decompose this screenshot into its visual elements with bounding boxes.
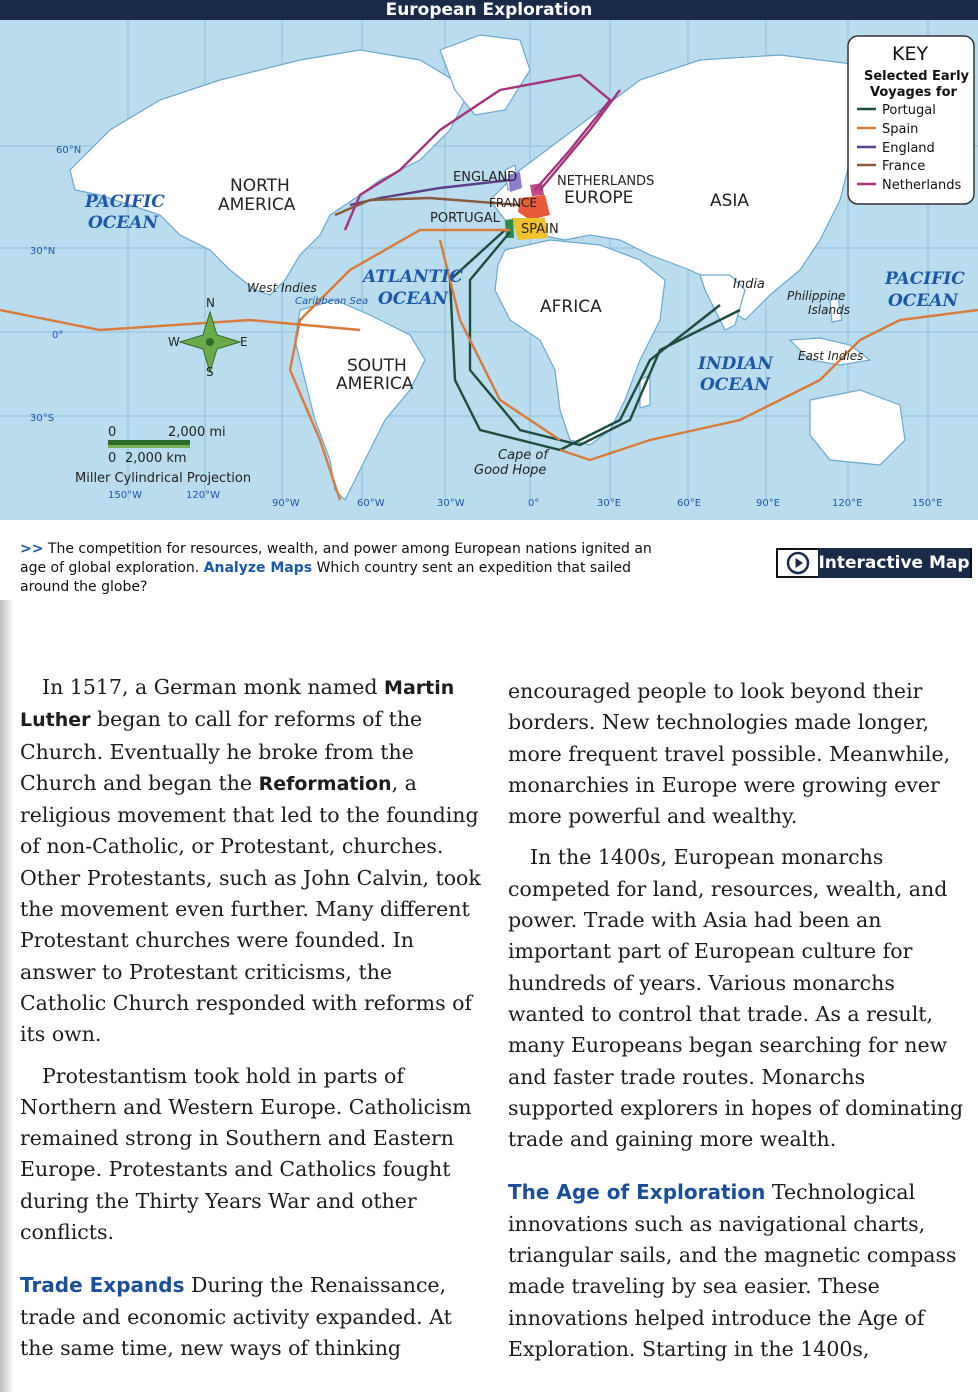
label-cape-1: Cape of [498, 448, 548, 463]
analyze-maps-label: Analyze Maps [203, 560, 313, 576]
key-item-england: England [882, 141, 935, 156]
key-item-spain: Spain [882, 122, 919, 137]
lon-90w: 90°W [272, 498, 300, 509]
right-paragraph-3: The Age of Exploration Technological innovations such as navigational charts, triangular sails, and the magnetic compass made traveling by sea easier. These innovations helped introduce the Age of Exploration. Starting in the 1400s, [508, 1180, 957, 1361]
term-martin-luther: Martin Luther [20, 677, 455, 732]
label-atlantic-1: ATLANTIC [363, 267, 463, 287]
key-item-portugal: Portugal [882, 103, 936, 118]
label-england: ENGLAND [453, 170, 518, 185]
lon-60e: 60°E [677, 498, 702, 509]
label-philippine-1: Philippine [787, 289, 846, 303]
lon-120w: 120°W [186, 490, 220, 501]
lon-120e: 120°E [832, 498, 863, 509]
term-reformation: Reformation [258, 772, 392, 795]
caption-arrows: >> [20, 541, 44, 557]
right-paragraph-2: In the 1400s, European monarchs competed for land, resources, wealth, and power. Trade with Asia had been an important part of European culture for hundreds of years. Various monarchs wanted to control that trade. As a result, many Europeans began searching for new and faster trade routes. Monarchs supported explorers in hopes of dominating trade and gaining more wealth. [508, 845, 964, 1152]
left-paragraph-2: Protestantism took hold in parts of Northern and Western Europe. Catholicism remained strong in Southern and Eastern Europe. Protestants and Catholics fought during the Thirty Years War and other conflicts. [20, 1063, 472, 1245]
label-caribbean: Caribbean Sea [295, 296, 369, 307]
map-key [848, 36, 974, 204]
left-column [20, 672, 482, 1364]
lon-30w: 30°W [437, 498, 465, 509]
lon-30e: 30°E [597, 498, 622, 509]
scale-km: 2,000 km [125, 451, 187, 466]
map-title: European Exploration [385, 0, 593, 20]
lon-60w: 60°W [357, 498, 385, 509]
australia [810, 390, 905, 465]
map-caption [20, 540, 670, 597]
label-indian-1: INDIAN [698, 354, 773, 374]
label-north-america-1: NORTH [230, 176, 290, 196]
label-asia: ASIA [710, 191, 750, 211]
lon-0: 0° [528, 498, 540, 509]
key-subtitle-1: Selected Early [864, 69, 970, 84]
label-south-america-2: AMERICA [336, 374, 414, 394]
label-africa: AFRICA [540, 297, 602, 317]
lon-150w: 150°W [108, 490, 142, 501]
label-netherlands: NETHERLANDS [557, 174, 655, 189]
page-binding-shadow [0, 600, 14, 1392]
compass-n: N [206, 296, 215, 310]
left-paragraph-3: Trade Expands During the Renaissance, trade and economic activity expanded. At the same time, new ways of thinking [20, 1273, 452, 1360]
label-lat-60: 60°N [56, 145, 82, 156]
label-france: FRANCE [489, 196, 537, 210]
label-south-america-1: SOUTH [347, 356, 407, 376]
projection-label: Miller Cylindrical Projection [75, 471, 252, 486]
scale-zero-km: 0 [108, 451, 117, 466]
left-paragraph-1: In 1517, a German monk named Martin Luther began to call for reforms of the Church. Eventually he broke from the Church and began the Reformation, a religious movement that led to the founding of non-Catholic, or Protestant, churches. Other Protestants, such as John Calvin, took the movement even further. Many different Protestant churches were founded. In answer to Protestant criticisms, the Catholic Church responded with reforms of its own. [20, 675, 481, 1047]
label-lat-0: 0° [52, 330, 64, 341]
key-item-netherlands: Netherlands [882, 178, 962, 193]
label-north-america-2: AMERICA [218, 195, 296, 215]
right-column [508, 676, 970, 1365]
label-atlantic-2: OCEAN [378, 289, 449, 309]
play-icon [778, 550, 818, 576]
lon-90e: 90°E [756, 498, 781, 509]
label-pacific-east-1: PACIFIC [885, 269, 965, 289]
caption-text-1: The competition for resources, wealth, and power among European nations ignited an age of global exploration. [20, 541, 652, 576]
heading-trade-expands: Trade Expands [20, 1273, 185, 1298]
scale-mi: 2,000 mi [168, 425, 226, 440]
label-cape-2: Good Hope [474, 463, 547, 478]
label-pacific-west-2: OCEAN [88, 213, 159, 233]
label-spain: SPAIN [521, 222, 559, 237]
heading-age-of-exploration: The Age of Exploration [508, 1180, 766, 1205]
label-india: India [733, 277, 765, 292]
label-pacific-west-1: PACIFIC [85, 192, 165, 212]
lon-150e: 150°E [912, 498, 943, 509]
caption-text-2: Which country sent an expedition that sailed around the globe? [20, 560, 632, 595]
right-paragraph-1: encouraged people to look beyond their borders. New technologies made longer, more frequent travel possible. Meanwhile, monarchies in Europe were growing ever more powerful and wealthy. [508, 679, 951, 829]
interactive-map-label: Interactive Map [818, 548, 970, 578]
scale-zero-mi: 0 [108, 425, 117, 440]
label-lat-30s: 30°S [30, 413, 55, 424]
compass-s: S [206, 365, 214, 379]
compass-e: E [240, 335, 248, 349]
label-pacific-east-2: OCEAN [888, 291, 959, 311]
label-philippine-2: Islands [808, 303, 850, 317]
compass-w: W [168, 335, 180, 349]
key-title: KEY [892, 43, 929, 65]
label-west-indies: West Indies [247, 281, 317, 295]
exploration-map[interactable] [0, 20, 978, 520]
label-europe: EUROPE [564, 188, 634, 208]
label-lat-30n: 30°N [30, 246, 56, 257]
key-subtitle-2: Voyages for [870, 85, 957, 100]
key-item-france: France [882, 159, 926, 174]
label-indian-2: OCEAN [700, 375, 771, 395]
label-east-indies: East Indies [798, 349, 864, 363]
label-portugal: PORTUGAL [430, 211, 500, 226]
interactive-map-button[interactable] [776, 548, 972, 578]
